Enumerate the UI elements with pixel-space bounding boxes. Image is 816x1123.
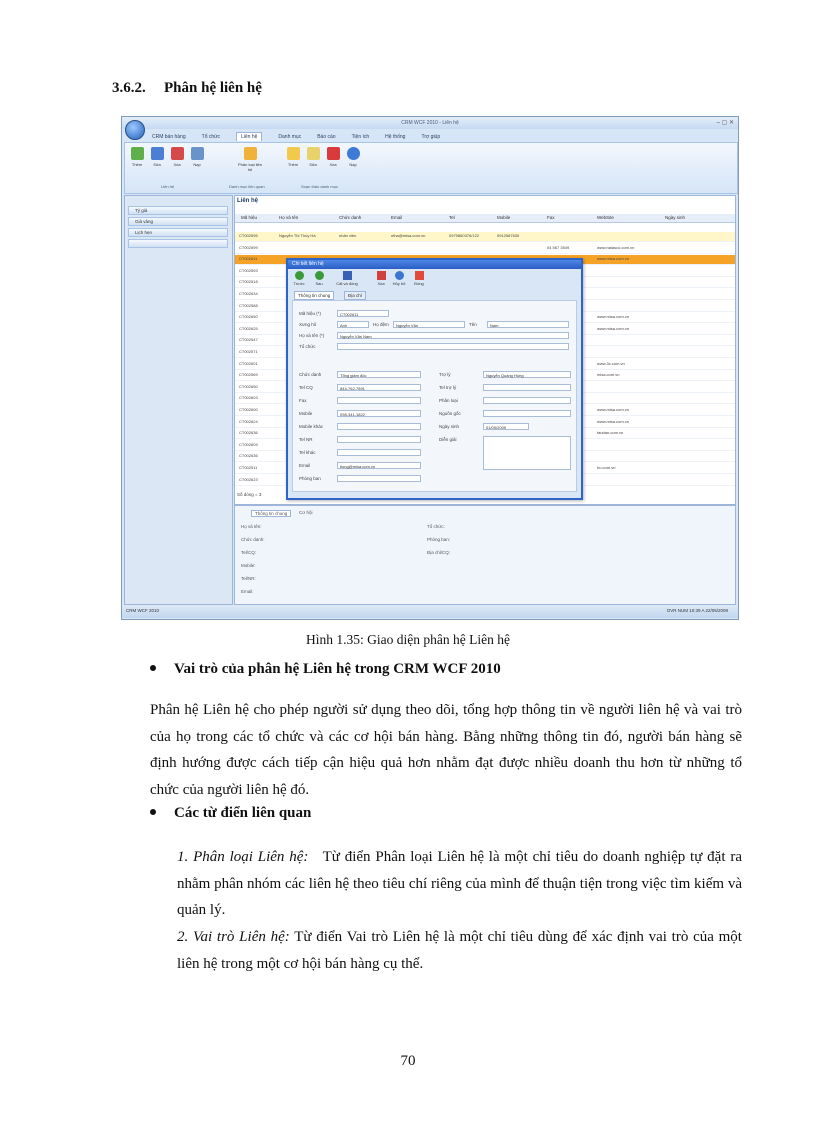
status-right: OVR NUM 10:39 A 22/05/2009 xyxy=(666,608,728,613)
grid-column-header[interactable]: Ngày sinh xyxy=(665,215,686,220)
salutation-select[interactable]: Anh xyxy=(337,321,369,328)
ribbon-reload-button[interactable]: Nạp xyxy=(189,147,205,167)
table-cell: 0912587630 xyxy=(497,233,520,238)
table-cell: CT002600 xyxy=(239,407,258,412)
department-field[interactable] xyxy=(337,475,421,482)
detail-label: Phòng ban: xyxy=(427,537,451,542)
sidebar-item-other[interactable] xyxy=(128,239,228,248)
birthday-picker[interactable]: 01/05/2009 xyxy=(483,423,529,430)
form-label: Tel NR xyxy=(299,437,313,442)
job-title-field[interactable]: Tổng giám đốc xyxy=(337,371,421,378)
status-left: CRM WCF 2010 xyxy=(126,608,160,613)
window-title: CRM WCF 2010 - Liên hệ xyxy=(401,120,459,126)
sidebar-item-exchange-rate[interactable]: Tỷ giá xyxy=(128,206,228,215)
ribbon-tabs xyxy=(152,132,456,141)
ribbon-tab[interactable]: Tiện ích xyxy=(351,134,370,140)
ribbon-add2-button[interactable]: Thêm xyxy=(285,147,301,167)
ribbon-tab[interactable]: CRM bán hàng xyxy=(152,134,186,140)
section-heading xyxy=(112,80,262,97)
table-cell: CT002599 xyxy=(239,244,258,250)
form-label: Tên xyxy=(469,322,477,327)
table-cell: CT002511 xyxy=(239,465,258,470)
form-label: Diễn giải xyxy=(439,437,457,442)
ribbon-tab[interactable]: Danh mục xyxy=(278,134,302,140)
table-cell: CT002623 xyxy=(239,476,258,482)
table-cell: nhân viên xyxy=(339,233,357,238)
ribbon-delete2-button[interactable]: Xóa xyxy=(325,147,341,167)
detail-label: Họ và tên: xyxy=(241,524,262,529)
dialog-save-close-button[interactable]: Cất và đóng xyxy=(334,271,360,286)
table-cell: CT002609 xyxy=(239,441,258,447)
window-titlebar xyxy=(122,117,738,129)
bullet-icon xyxy=(150,665,156,671)
window-controls-icon[interactable]: – ▢ ✕ xyxy=(716,120,734,126)
detail-label: Email: xyxy=(241,589,254,594)
grid-column-header[interactable]: Mobile xyxy=(497,215,511,220)
table-cell: CT002593 xyxy=(239,267,258,273)
section-number: 3.6.2. xyxy=(112,80,146,96)
table-cell: CT002569 xyxy=(239,372,258,378)
detail-label: Tổ chức: xyxy=(427,524,445,529)
grid-footer: Số dòng = 3 xyxy=(237,492,262,497)
table-cell: misa.com.vn xyxy=(597,372,620,378)
ribbon-tab[interactable]: Hệ thống xyxy=(385,134,406,140)
table-row[interactable] xyxy=(235,232,735,242)
bullet-heading-dictionaries: Các từ điển liên quan xyxy=(150,805,311,822)
detail-tab-general[interactable]: Thông tin chung xyxy=(251,510,291,517)
category-select[interactable] xyxy=(483,397,571,404)
sidebar-item-appointments[interactable]: Lịch hẹn xyxy=(128,228,228,237)
ribbon-tab[interactable]: Báo cáo xyxy=(317,134,336,140)
table-cell: www.misa.com.vn xyxy=(597,407,630,412)
form-label: Ngày sinh xyxy=(439,424,460,429)
table-cell: CT002601 xyxy=(239,360,258,366)
table-cell: CT002571 xyxy=(239,349,258,354)
grid-column-header[interactable]: WebSite xyxy=(597,215,614,220)
dialog-cancel-button[interactable]: Hủy bỏ xyxy=(390,271,408,286)
form-label: Mã hiệu (*) xyxy=(299,311,322,316)
form-label: Tel CQ xyxy=(299,385,313,390)
grid-column-header[interactable]: Fax xyxy=(547,215,555,220)
table-row[interactable] xyxy=(235,244,735,254)
form-label: Họ đệm xyxy=(373,322,389,327)
assistant-tel-field[interactable] xyxy=(483,384,571,391)
fullname-field[interactable]: Nguyễn Văn Nam xyxy=(337,332,569,339)
sidebar-item-gold-price[interactable]: Giá vàng xyxy=(128,217,228,226)
dialog-tab-address[interactable]: Địa chỉ xyxy=(344,291,366,300)
table-cell: CT002650 xyxy=(239,383,258,389)
table-cell: www.misa.com.vn xyxy=(597,256,630,262)
table-cell: CT002650 xyxy=(239,314,258,320)
table-cell: www.misa.com.vn xyxy=(597,325,630,331)
tel-other-field[interactable] xyxy=(337,449,421,456)
dictionary-item-1: 1. Phân loại Liên hệ: Từ điển Phân loại Liên hệ là một chỉ tiêu do doanh nghiệp tự đặt ra nhằm phân nhóm các liên hệ theo tiêu chí riêng của mình để thuận tiện trong việc tìm kiếm và quản lý. xyxy=(177,849,742,918)
table-cell: CT002518 xyxy=(239,279,258,285)
sidebar xyxy=(124,195,233,605)
middle-name-field[interactable]: Nguyễn Văn xyxy=(393,321,465,328)
table-cell: 04 567 3549 xyxy=(547,244,570,250)
table-cell: www.3c.com.vn xyxy=(597,360,625,366)
table-cell: CT002625 xyxy=(239,325,258,331)
page-number: 70 xyxy=(400,1053,416,1069)
table-cell: Nguyễn Thị Thúy Hà xyxy=(279,233,316,238)
form-label: Phòng ban xyxy=(299,476,321,481)
first-name-field[interactable]: Nam xyxy=(487,321,569,328)
organization-select[interactable] xyxy=(337,343,569,350)
detail-label: Tel/CQ: xyxy=(241,550,257,555)
form-label: Mobile xyxy=(299,411,313,416)
detail-tab-opportunity[interactable]: Cơ hội xyxy=(299,510,313,515)
form-label: Mobile khác xyxy=(299,424,324,429)
ribbon xyxy=(124,142,738,194)
detail-label: Mobile: xyxy=(241,563,256,568)
ribbon-group-label: Liên hệ xyxy=(161,184,175,189)
assistant-field[interactable]: Nguyễn Quang Hùng xyxy=(483,371,571,378)
bullet-icon xyxy=(150,809,156,815)
dialog-prev-button[interactable]: Trước xyxy=(290,271,308,286)
paragraph-role: Phân hệ Liên hệ cho phép người sử dụng theo dõi, tổng hợp thông tin về người liên hệ và vai trò của họ trong các tổ chức và các cơ hội bán hàng. Bằng những thông tin đó, người bán hàng sẽ định hướng được cách tiếp cận hiệu quả hơn nhằm đạt được nhiều doanh thu hơn từ những tổ chức của người liên hệ đó. xyxy=(150,702,742,798)
dictionary-item-2: 2. Vai trò Liên hệ: Từ điển Vai trò Liên hệ là một chỉ tiêu dùng để xác định vai trò của một liên hệ trong một cơ hội bán hàng cụ thể. xyxy=(177,929,742,972)
table-cell: www.misa.com.vn xyxy=(597,314,630,320)
ribbon-group-label: Danh mục liên quan xyxy=(229,184,265,189)
ribbon-edit-button[interactable]: Sửa xyxy=(149,147,165,167)
dialog-form-panel xyxy=(292,300,577,492)
grid-column-header[interactable]: Chức danh xyxy=(339,215,362,220)
email-field[interactable]: tlong@misa.com.vn xyxy=(337,462,421,469)
dialog-close-button[interactable]: Đóng xyxy=(410,271,428,286)
table-cell: CT002547 xyxy=(239,337,258,343)
table-cell: CT002603 xyxy=(239,395,258,401)
status-bar xyxy=(122,605,738,618)
grid-column-header[interactable]: Email xyxy=(391,215,403,220)
detail-label: Tel/NR: xyxy=(241,576,256,581)
form-label: Họ và tên (*) xyxy=(299,333,325,338)
tel-cq-field[interactable]: 844-762-7891 xyxy=(337,384,421,391)
form-label: Nguồn gốc xyxy=(439,411,461,416)
form-label: Trợ lý xyxy=(439,372,451,377)
bullet-heading-role: Vai trò của phân hệ Liên hệ trong CRM WCF 2010 xyxy=(150,661,501,678)
ribbon-delete-button[interactable]: Xóa xyxy=(169,147,185,167)
grid-column-header[interactable]: Tel xyxy=(449,215,455,220)
form-label: Tel trợ lý xyxy=(439,385,457,390)
form-label: Fax xyxy=(299,398,307,403)
ribbon-tab[interactable]: Trợ giúp xyxy=(421,134,441,140)
detail-panel xyxy=(234,505,736,605)
dialog-title: Chi tiết liên hệ xyxy=(288,260,581,269)
detail-label: Chức danh: xyxy=(241,537,265,542)
table-cell: tandan.com.vn xyxy=(597,430,624,436)
mobile-field[interactable]: 098-341-1822 xyxy=(337,410,421,417)
table-cell: CT002636 xyxy=(239,430,258,436)
table-cell: CT002588 xyxy=(239,302,258,308)
table-cell: CT002624 xyxy=(239,418,258,424)
figure-caption: Hình 1.35: Giao diện phân hệ Liên hệ xyxy=(306,632,510,647)
ribbon-reload2-button[interactable]: Nạp xyxy=(345,147,361,167)
section-title: Phân hệ liên hệ xyxy=(164,80,262,96)
ribbon-edit2-button[interactable]: Sửa xyxy=(305,147,321,167)
grid-title: Liên hệ xyxy=(237,198,259,204)
table-cell: CT002634 xyxy=(239,291,258,296)
form-label: Tổ chức xyxy=(299,344,316,349)
ribbon-tab[interactable]: Tổ chức xyxy=(201,134,220,140)
form-label: Xưng hô xyxy=(299,322,317,327)
table-cell: www.halasco.com.vn xyxy=(597,244,635,250)
form-label: Chức danh xyxy=(299,372,322,377)
table-cell: CT002595 xyxy=(239,233,258,238)
form-label: Email xyxy=(299,463,311,468)
form-label: Tel khác xyxy=(299,450,316,455)
grid-column-header[interactable]: Họ và tên xyxy=(279,215,299,220)
dialog-next-button[interactable]: Sau xyxy=(310,271,328,286)
table-cell: hu.com.vn xyxy=(597,465,616,470)
table-cell: www.misa.com.vn xyxy=(597,418,630,424)
detail-label: Địa chỉ/CQ: xyxy=(427,550,451,555)
dialog-tab-general[interactable]: Thông tin chung xyxy=(294,291,334,300)
office-orb-icon[interactable] xyxy=(125,120,145,140)
tel-nr-field[interactable] xyxy=(337,436,421,443)
table-cell: 0979860376/122 xyxy=(449,233,480,238)
form-label: Phân loại xyxy=(439,398,458,403)
fax-field[interactable] xyxy=(337,397,421,404)
ribbon-tab[interactable]: Liên hệ xyxy=(236,132,262,141)
app-screenshot xyxy=(121,116,739,620)
ribbon-contact-type-button[interactable]: Phân loại liên hệ xyxy=(237,147,263,172)
contact-detail-dialog xyxy=(286,258,583,500)
code-field[interactable]: CT002611 xyxy=(337,310,389,317)
grid-header xyxy=(235,214,735,223)
table-cell: CT002611 xyxy=(239,256,258,262)
ribbon-add-button[interactable]: Thêm xyxy=(129,147,145,167)
ribbon-group-label: Soạn thảo danh mục xyxy=(301,184,338,189)
table-cell: ntha@misa.com.vn xyxy=(391,233,426,238)
grid-column-header[interactable]: Mã hiệu xyxy=(241,215,258,220)
description-textarea[interactable] xyxy=(483,436,571,470)
source-select[interactable] xyxy=(483,410,571,417)
dialog-delete-button[interactable]: Xóa xyxy=(372,271,390,286)
table-cell: CT002636 xyxy=(239,453,258,459)
mobile-other-field[interactable] xyxy=(337,423,421,430)
